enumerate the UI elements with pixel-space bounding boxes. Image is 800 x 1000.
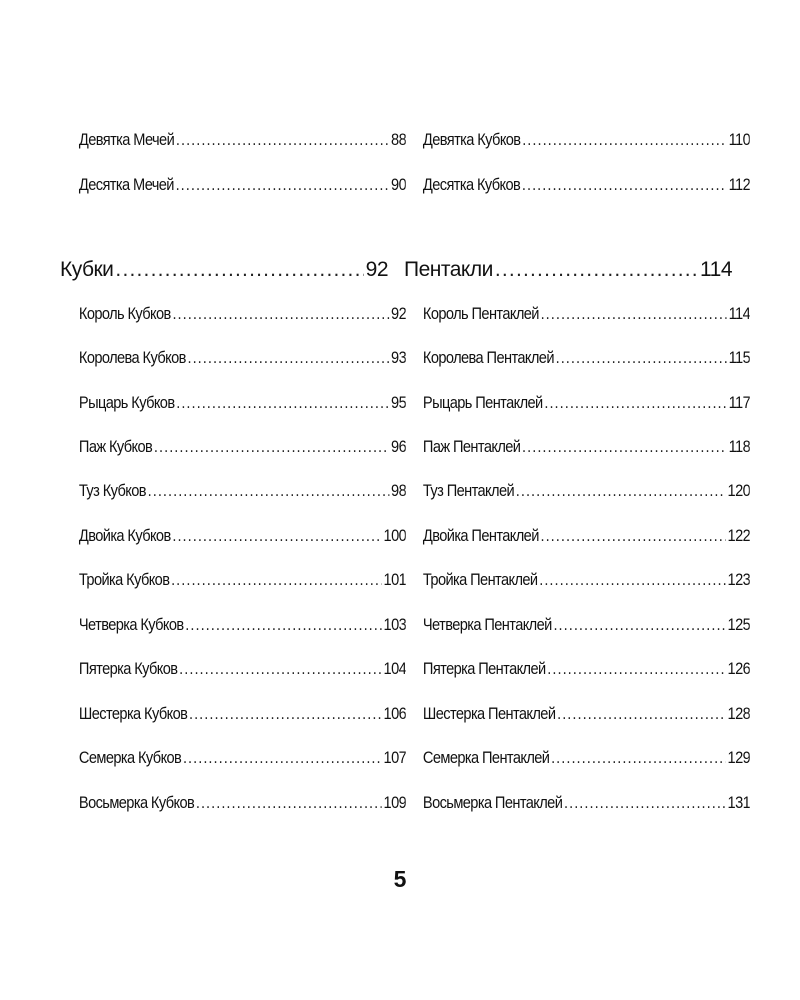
dot-leader [541,304,727,324]
toc-entry-page: 88 [391,130,407,149]
toc-entry-label: Двойка Кубков [78,526,171,545]
toc-entry[interactable] [60,570,406,590]
toc-entry-page: 131 [727,793,751,812]
toc-entry[interactable] [404,130,750,150]
toc-entry[interactable] [60,437,406,457]
toc-entry-label: Восьмерка Пентаклей [422,793,563,812]
dot-leader [172,526,381,546]
toc-entry-label: Туз Пентаклей [422,481,515,500]
toc-section-heading[interactable] [404,258,732,282]
toc-entry-label: Четверка Кубков [78,615,184,634]
toc-entry-page: 117 [728,393,751,412]
toc-entry[interactable] [404,659,750,679]
toc-section-page: 92 [365,258,388,281]
toc-entry[interactable] [404,304,750,324]
toc-entry-label: Шестерка Кубков [78,704,188,723]
toc-entry-label: Десятка Кубков [422,175,521,194]
dot-leader [187,348,389,368]
dot-leader [547,659,726,679]
toc-entry-page: 115 [728,348,751,367]
toc-section-heading[interactable] [60,258,388,282]
toc-entry-label: Королева Кубков [78,348,186,367]
toc-entry-label: Семерка Кубков [78,748,182,767]
toc-entry-label: Тройка Пентаклей [422,570,538,589]
toc-entry-label: Рыцарь Кубков [78,393,175,412]
toc-entry-label: Пятерка Пентаклей [422,659,546,678]
toc-entry-label: Рыцарь Пентаклей [422,393,543,412]
toc-entry[interactable] [404,748,750,768]
toc-entry-page: 100 [383,526,407,545]
toc-entry-label: Десятка Мечей [78,175,174,194]
toc-entry-page: 92 [391,304,407,323]
dot-leader [553,615,725,635]
toc-entry[interactable] [60,348,406,368]
toc-entry-label: Четверка Пентаклей [422,615,552,634]
toc-entry-page: 107 [383,748,407,767]
toc-entry[interactable] [60,615,406,635]
toc-section-page: 114 [700,258,732,281]
toc-entry[interactable] [404,393,750,413]
toc-entry[interactable] [404,175,750,195]
toc-entry[interactable] [60,481,406,501]
toc-entry-label: Шестерка Пентаклей [422,704,556,723]
toc-entry-label: Пятерка Кубков [78,659,178,678]
toc-entry-page: 106 [383,704,407,723]
toc-entry[interactable] [60,304,406,324]
dot-leader [148,481,390,501]
toc-entry-page: 114 [728,304,751,323]
toc-entry[interactable] [404,615,750,635]
toc-entry-page: 126 [727,659,751,678]
dot-leader [176,130,389,150]
toc-entry-label: Девятка Кубков [422,130,521,149]
toc-entry-page: 109 [383,793,407,812]
toc-entry-page: 110 [728,130,751,149]
dot-leader [154,437,389,457]
toc-entry[interactable] [404,526,750,546]
dot-leader [544,393,727,413]
page-number: 5 [393,866,407,892]
toc-entry-page: 104 [383,659,407,678]
toc-entry[interactable] [60,793,406,813]
toc-entry[interactable] [60,748,406,768]
toc-entry-page: 96 [391,437,407,456]
toc-entry-page: 101 [383,570,407,589]
toc-entry[interactable] [60,526,406,546]
toc-entry-label: Девятка Мечей [78,130,175,149]
toc-entry-label: Королева Пентаклей [422,348,554,367]
toc-entry-page: 112 [728,175,751,194]
toc-entry-page: 93 [391,348,407,367]
toc-entry-page: 123 [727,570,751,589]
dot-leader [196,793,382,813]
toc-entry[interactable] [60,393,406,413]
dot-leader [179,659,382,679]
toc-entry-label: Семерка Пентаклей [422,748,550,767]
dot-leader [522,130,727,150]
dot-leader [171,570,382,590]
dot-leader [522,437,727,457]
toc-entry[interactable] [404,437,750,457]
toc-entry-page: 125 [727,615,751,634]
dot-leader [172,304,389,324]
toc-entry-label: Восьмерка Кубков [78,793,195,812]
dot-leader [564,793,726,813]
dot-leader [189,704,382,724]
toc-entry-page: 90 [391,175,407,194]
dot-leader [115,258,363,282]
dot-leader [516,481,726,501]
toc-entry[interactable] [404,570,750,590]
toc-entry[interactable] [404,348,750,368]
toc-section-label: Пентакли [404,258,493,281]
dot-leader [540,526,725,546]
toc-entry-label: Король Пентаклей [422,304,539,323]
dot-leader [557,704,726,724]
toc-entry-page: 129 [727,748,751,767]
toc-entry[interactable] [60,704,406,724]
toc-entry-page: 95 [391,393,407,412]
toc-entry[interactable] [404,793,750,813]
toc-entry[interactable] [404,704,750,724]
toc-entry-label: Паж Кубков [78,437,153,456]
toc-entry-page: 120 [727,481,751,500]
dot-leader [185,615,382,635]
toc-entry[interactable] [60,175,406,195]
toc-entry-page: 98 [391,481,407,500]
toc-section-label: Кубки [60,258,114,281]
dot-leader [551,748,726,768]
toc-entry-page: 122 [727,526,751,545]
toc-entry-label: Тройка Кубков [78,570,170,589]
dot-leader [539,570,726,590]
dot-leader [522,175,727,195]
toc-entry[interactable] [404,481,750,501]
toc-entry-label: Паж Пентаклей [422,437,521,456]
toc-entry-label: Король Кубков [78,304,171,323]
dot-leader [556,348,727,368]
toc-entry-page: 118 [728,437,751,456]
toc-entry-label: Двойка Пентаклей [422,526,539,545]
dot-leader [495,258,698,282]
toc-entry-label: Туз Кубков [78,481,146,500]
dot-leader [183,748,382,768]
toc-entry[interactable] [60,659,406,679]
toc-entry-page: 128 [727,704,751,723]
dot-leader [176,393,389,413]
toc-entry-page: 103 [383,615,407,634]
toc-entry[interactable] [60,130,406,150]
dot-leader [176,175,390,195]
